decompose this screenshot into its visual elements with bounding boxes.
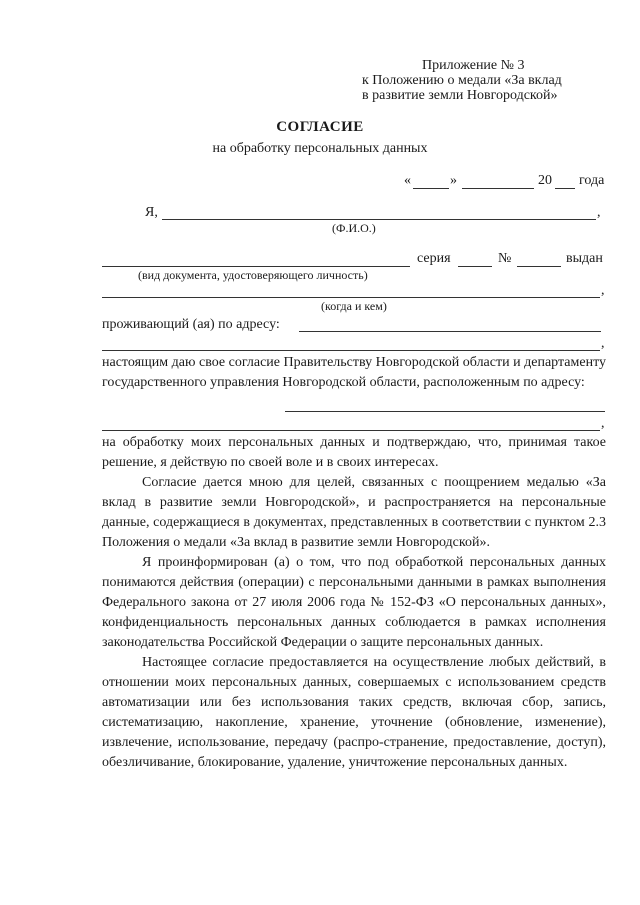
seria-field[interactable] [458,266,492,267]
date-open-quote: « [404,173,411,188]
paragraph-purpose: Согласие дается мною для целей, связанных с поощрением медалью «За вклад в развитие земли Новгородской», и распространяется на персональные данные, содержащиеся в документах, представленных в соответствии с пунктом 2.3 Положения о медали «За вклад в развитие земли Новгородской». [102,475,606,550]
address-label: проживающий (ая) по адресу: [102,317,280,332]
gov-address-field-cont[interactable] [102,430,600,431]
consent-intro-text: настоящим даю свое согласие Правительству Новгородской области и департаменту государственного управления Новгородской области, расположенным по адресу: [102,355,606,390]
when-caption: (когда и кем) [321,299,387,313]
annex-number: Приложение № 3 [422,58,525,73]
annex-ref-line1: к Положению о медали «За вклад [362,73,562,88]
consent-intro-tail: на обработку моих персональных данных и подтверждаю, что, принимая такое решение, я действую по своей воле и в своих интересах. [102,435,606,470]
gov-address-field[interactable] [285,411,605,412]
fio-comma: , [597,205,601,220]
fio-field[interactable] [162,219,596,220]
date-year-prefix: 20 [538,173,552,188]
paragraph-informed: Я проинформирован (а) о том, что под обработкой персональных данных понимаются действия (операции) с персональными данными в рамках выполнения Федерального закона от 27 июля 2006 года № 152-ФЗ «О персональных данных», конфиденциальность персональных данных соблюдается в рамках исполнения законодательства Российской Федерации о защите персональных данных. [102,555,606,650]
issued-label: выдан [566,251,603,266]
date-month-field[interactable] [462,188,534,189]
document-title: СОГЛАСИЕ [276,119,364,135]
seria-label: серия [417,251,451,266]
consent-body [102,433,606,773]
number-label: № [498,251,512,266]
date-day-field[interactable] [413,188,449,189]
doc-type-field[interactable] [102,266,410,267]
fio-caption: (Ф.И.О.) [332,221,376,235]
number-field[interactable] [517,266,561,267]
date-year-field[interactable] [555,188,575,189]
address-field-cont[interactable] [102,350,600,351]
date-close-quote: » [450,173,457,188]
address-comma: , [601,336,605,351]
consent-intro [102,353,606,393]
gov-address-comma: , [601,416,605,431]
ya-label: Я, [145,205,158,220]
paragraph-scope: Настоящее согласие предоставляется на осуществление любых действий, в отношении моих персональных данных, совершаемых с использованием средств автоматизации или без использования таких средств, включая сбор, запись, систематизацию, накопление, хранение, уточнение (обновление, изменение), извлечение, использование, передачу (распро-странение, предоставление, доступ), обезличивание, блокирование, удаление, уничтожение персональных данных. [102,655,606,770]
doc-caption: (вид документа, удостоверяющего личность) [138,268,368,282]
issued-by-field[interactable] [102,297,600,298]
annex-header [362,58,562,103]
date-year-word: года [579,173,605,188]
document-subtitle: на обработку персональных данных [212,141,428,156]
issued-comma: , [601,283,605,298]
annex-ref-line2: в развитие земли Новгородской» [362,88,558,103]
address-field[interactable] [299,331,601,332]
